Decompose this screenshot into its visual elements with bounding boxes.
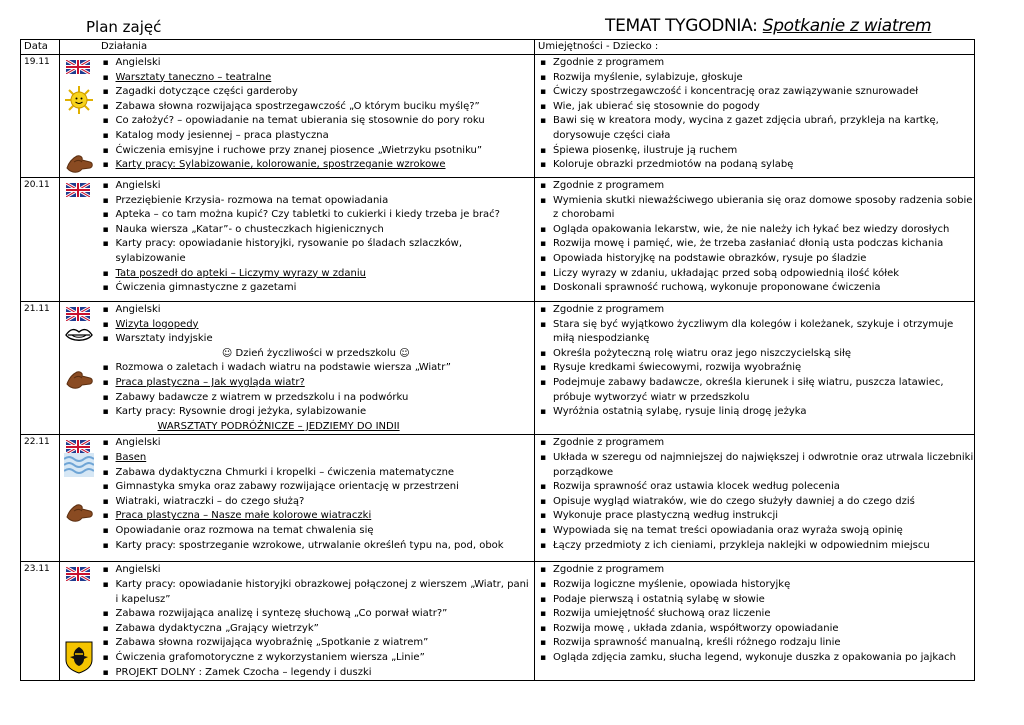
activity-item: ▪ Angielski [98, 303, 535, 318]
skill-item: ▪ Doskonali sprawność ruchową, wykonuje proponowane ćwiczenia [535, 281, 974, 296]
skill-item: ▪ Określa pożyteczną rolę wiatru oraz jego niszczycielską siłę [535, 347, 974, 362]
day-skills [535, 435, 975, 562]
skill-item: ▪ Koloruje obrazki przedmiotów na podaną sylabę [535, 158, 974, 173]
uk-flag-icon [66, 439, 90, 453]
activity-item: ☺ Dzień życzliwości w przedszkolu ☺ [221, 347, 410, 359]
skill-item: ▪ Rozwija sprawność manualną, kreśli różnego rodzaju linie [535, 636, 974, 651]
skill-item: ▪ Rozwija logiczne myślenie, opowiada historyjkę [535, 578, 974, 593]
uk-flag-icon [66, 566, 90, 580]
activity-item: ▪ Katalog mody jesiennej – praca plastyczna [98, 129, 535, 144]
sun-icon [64, 85, 94, 119]
skill-item: ▪ Wykonuje prace plastyczną według instrukcji [535, 509, 974, 524]
day-icons [60, 55, 98, 178]
skill-item: ▪ Liczy wyrazy w zdaniu, układając przed sobą odpowiednią ilość kółek [535, 267, 974, 282]
activity-item: ▪ Ćwiczenia gimnastyczne z gazetami [98, 281, 535, 296]
skill-item: ▪ Wie, jak ubierać się stosownie do pogody [535, 100, 974, 115]
day-activities [98, 302, 535, 435]
activity-item: ▪ Zabawy badawcze z wiatrem w przedszkolu i na podwórku [98, 391, 535, 406]
activity-item: ▪ Karty pracy: opowiadanie historyjki obrazkowej połączonej z wierszem „Wiatr, pani i kapelusz” [98, 578, 535, 607]
skill-item: ▪ Wypowiada się na temat treści opowiadania oraz wyraża swoją opinię [535, 524, 974, 539]
activity-item: ▪ Co założyć? – opowiadanie na temat ubierania się stosownie do pory roku [98, 114, 535, 129]
activity-item: ▪ Zabawa dydaktyczna Chmurki i kropelki – ćwiczenia matematyczne [98, 466, 535, 481]
skill-item: ▪ Rozwija umiejętność słuchową oraz liczenie [535, 607, 974, 622]
day-row [21, 178, 975, 302]
activity-item: ▪ Warsztaty taneczno – teatralne [98, 71, 535, 86]
day-row [21, 562, 975, 681]
day-row [21, 302, 975, 435]
col-skills-header: Umiejętności - Dziecko : [535, 40, 975, 55]
skill-item: ▪ Śpiewa piosenkę, ilustruje ją ruchem [535, 144, 974, 159]
lips-icon [64, 326, 94, 348]
col-activities-header: Działania [60, 40, 535, 55]
uk-flag-icon [66, 59, 90, 73]
skill-item: ▪ Opisuje wygląd wiatraków, wie do czego służyły dawniej a do czego dziś [535, 495, 974, 510]
silesia-crest-icon [64, 640, 94, 678]
hand-icon [64, 366, 94, 396]
skill-item: ▪ Bawi się w kreatora mody, wycina z gazet zdjęcia ubrań, przykleja na kartkę, dorysowuje części ciała [535, 114, 974, 143]
skill-item: ▪ Układa w szeregu od najmniejszej do największej i odwrotnie oraz utrwala liczebniki porządkowe [535, 451, 974, 480]
activity-item: ▪ Angielski [98, 56, 535, 71]
activity-item: ▪ Opowiadanie oraz rozmowa na temat chwalenia się [98, 524, 535, 539]
activity-item: ▪ Rozmowa o zaletach i wadach wiatru na podstawie wiersza „Wiatr” [98, 361, 535, 376]
activity-item: ▪ Zabawa słowna rozwijająca wyobraźnię „Spotkanie z wiatrem” [98, 636, 535, 651]
activity-item: ▪ Nauka wiersza „Katar”- o chusteczkach higienicznych [98, 223, 535, 238]
activity-item: ▪ Gimnastyka smyka oraz zabawy rozwijające orientację w przestrzeni [98, 480, 535, 495]
activity-item: ▪ Praca plastyczna – Nasze małe kolorowe wiatraczki [98, 509, 535, 524]
skill-item: ▪ Wymienia skutki nieważściwego ubierania się oraz domowe sposoby radzenia sobie z chorobami [535, 194, 974, 223]
col-date-header: Data [21, 40, 60, 55]
weekly-plan-table [20, 39, 975, 681]
skill-item: ▪ Łączy przedmioty z ich cieniami, przykleja naklejki w odpowiednim miejscu [535, 539, 974, 554]
activity-item: ▪ Zabawa słowna rozwijająca spostrzegawczość „O którym buciku myślę?” [98, 100, 535, 115]
day-activities [98, 55, 535, 178]
skill-item: ▪ Zgodnie z programem [535, 436, 974, 451]
week-theme [605, 16, 931, 36]
activity-item: WARSZTATY PODRÓŻNICZE – JEDZIEMY DO INDII [157, 420, 400, 432]
skill-item: ▪ Rozwija mowę , układa zdania, współtworzy opowiadanie [535, 622, 974, 637]
activity-item: ▪ Karty pracy: Sylabizowanie, kolorowanie, spostrzeganie wzrokowe [98, 158, 535, 173]
pool-icon [64, 453, 94, 481]
hand-icon [64, 499, 94, 529]
day-date: 21.11 [21, 302, 60, 435]
activity-item: ▪ Zabawa rozwijająca analizę i syntezę słuchową „Co porwał wiatr?” [98, 607, 535, 622]
activity-item: ▪ Tata poszedł do apteki – Liczymy wyrazy w zdaniu [98, 267, 535, 282]
day-icons [60, 435, 98, 562]
skill-item: ▪ Rozwija mowę i pamięć, wie, że trzeba zasłaniać dłonią usta podczas kichania [535, 237, 974, 252]
activity-item: ▪ Basen [98, 451, 535, 466]
day-skills [535, 562, 975, 681]
day-date: 22.11 [21, 435, 60, 562]
activity-item: ▪ Angielski [98, 179, 535, 194]
skill-item: ▪ Zgodnie z programem [535, 303, 974, 318]
day-icons [60, 302, 98, 435]
day-activities [98, 562, 535, 681]
day-date: 20.11 [21, 178, 60, 302]
week-theme-name: Spotkanie z wiatrem [762, 16, 932, 36]
uk-flag-icon [66, 182, 90, 196]
activity-item: ▪ Zagadki dotyczące części garderoby [98, 85, 535, 100]
activity-item: ▪ Wiatraki, wiatraczki – do czego służą? [98, 495, 535, 510]
uk-flag-icon [66, 306, 90, 320]
day-skills [535, 302, 975, 435]
skill-item: ▪ Ogląda opakowania lekarstw, wie, że nie należy ich łykać bez wiedzy dorosłych [535, 223, 974, 238]
table-header-row [21, 40, 975, 55]
day-icons [60, 562, 98, 681]
skill-item: ▪ Rozwija myślenie, sylabizuje, głoskuje [535, 71, 974, 86]
activity-item: ▪ Zabawa dydaktyczna „Grający wietrzyk” [98, 622, 535, 637]
day-date: 19.11 [21, 55, 60, 178]
activity-item: ▪ Ćwiczenia grafomotoryczne z wykorzystaniem wiersza „Linie” [98, 651, 535, 666]
day-row [21, 435, 975, 562]
skill-item: ▪ Zgodnie z programem [535, 563, 974, 578]
activity-item: ▪ Karty pracy: spostrzeganie wzrokowe, utrwalanie określeń typu na, pod, obok [98, 539, 535, 554]
activity-item: ▪ Wizyta logopedy [98, 318, 535, 333]
activity-item: ▪ Karty pracy: Rysownie drogi jeżyka, sylabizowanie [98, 405, 535, 420]
week-theme-prefix: TEMAT TYGODNIA: [605, 16, 758, 36]
day-activities [98, 178, 535, 302]
skill-item: ▪ Podejmuje zabawy badawcze, określa kierunek i siłę wiatru, puszcza latawiec, próbuje wytworzyć wiatr w przedszkolu [535, 376, 974, 405]
activity-item: ▪ Apteka – co tam można kupić? Czy tabletki to cukierki i kiedy trzeba je brać? [98, 208, 535, 223]
activity-item: ▪ Warsztaty indyjskie [98, 332, 535, 347]
day-skills [535, 55, 975, 178]
plan-title: Plan zajęć [86, 18, 162, 36]
day-icons [60, 178, 98, 302]
skill-item: ▪ Zgodnie z programem [535, 179, 974, 194]
hand-icon [64, 150, 94, 180]
skill-item: ▪ Wyróżnia ostatnią sylabę, rysuje linią drogę jeżyka [535, 405, 974, 420]
skill-item: ▪ Zgodnie z programem [535, 56, 974, 71]
day-row [21, 55, 975, 178]
skill-item: ▪ Stara się być wyjątkowo życzliwym dla kolegów i koleżanek, szykuje i otrzymuje miłą niespodziankę [535, 318, 974, 347]
skill-item: ▪ Rozwija sprawność oraz ustawia klocek według polecenia [535, 480, 974, 495]
day-skills [535, 178, 975, 302]
activity-item: ▪ Karty pracy: opowiadanie historyjki, rysowanie po śladach szlaczków, sylabizowanie [98, 237, 535, 266]
activity-item: ▪ Angielski [98, 436, 535, 451]
activity-item: ▪ PROJEKT DOLNY : Zamek Czocha – legendy i duszki [98, 666, 535, 681]
activity-item: ▪ Ćwiczenia emisyjne i ruchowe przy znanej piosence „Wietrzyku psotniku” [98, 144, 535, 159]
activity-item: ▪ Praca plastyczna – Jak wygląda wiatr? [98, 376, 535, 391]
skill-item: ▪ Rysuje kredkami świecowymi, rozwija wyobraźnię [535, 361, 974, 376]
skill-item: ▪ Ogląda zdjęcia zamku, słucha legend, wykonuje duszka z opakowania po jajkach [535, 651, 974, 666]
skill-item: ▪ Ćwiczy spostrzegawczość i koncentrację oraz zawiązywanie sznurowadeł [535, 85, 974, 100]
day-activities [98, 435, 535, 562]
activity-item: ▪ Angielski [98, 563, 535, 578]
skill-item: ▪ Opowiada historyjkę na podstawie obrazków, rysuje po śladzie [535, 252, 974, 267]
day-date: 23.11 [21, 562, 60, 681]
skill-item: ▪ Podaje pierwszą i ostatnią sylabę w słowie [535, 593, 974, 608]
activity-item: ▪ Przeziębienie Krzysia- rozmowa na temat opowiadania [98, 194, 535, 209]
